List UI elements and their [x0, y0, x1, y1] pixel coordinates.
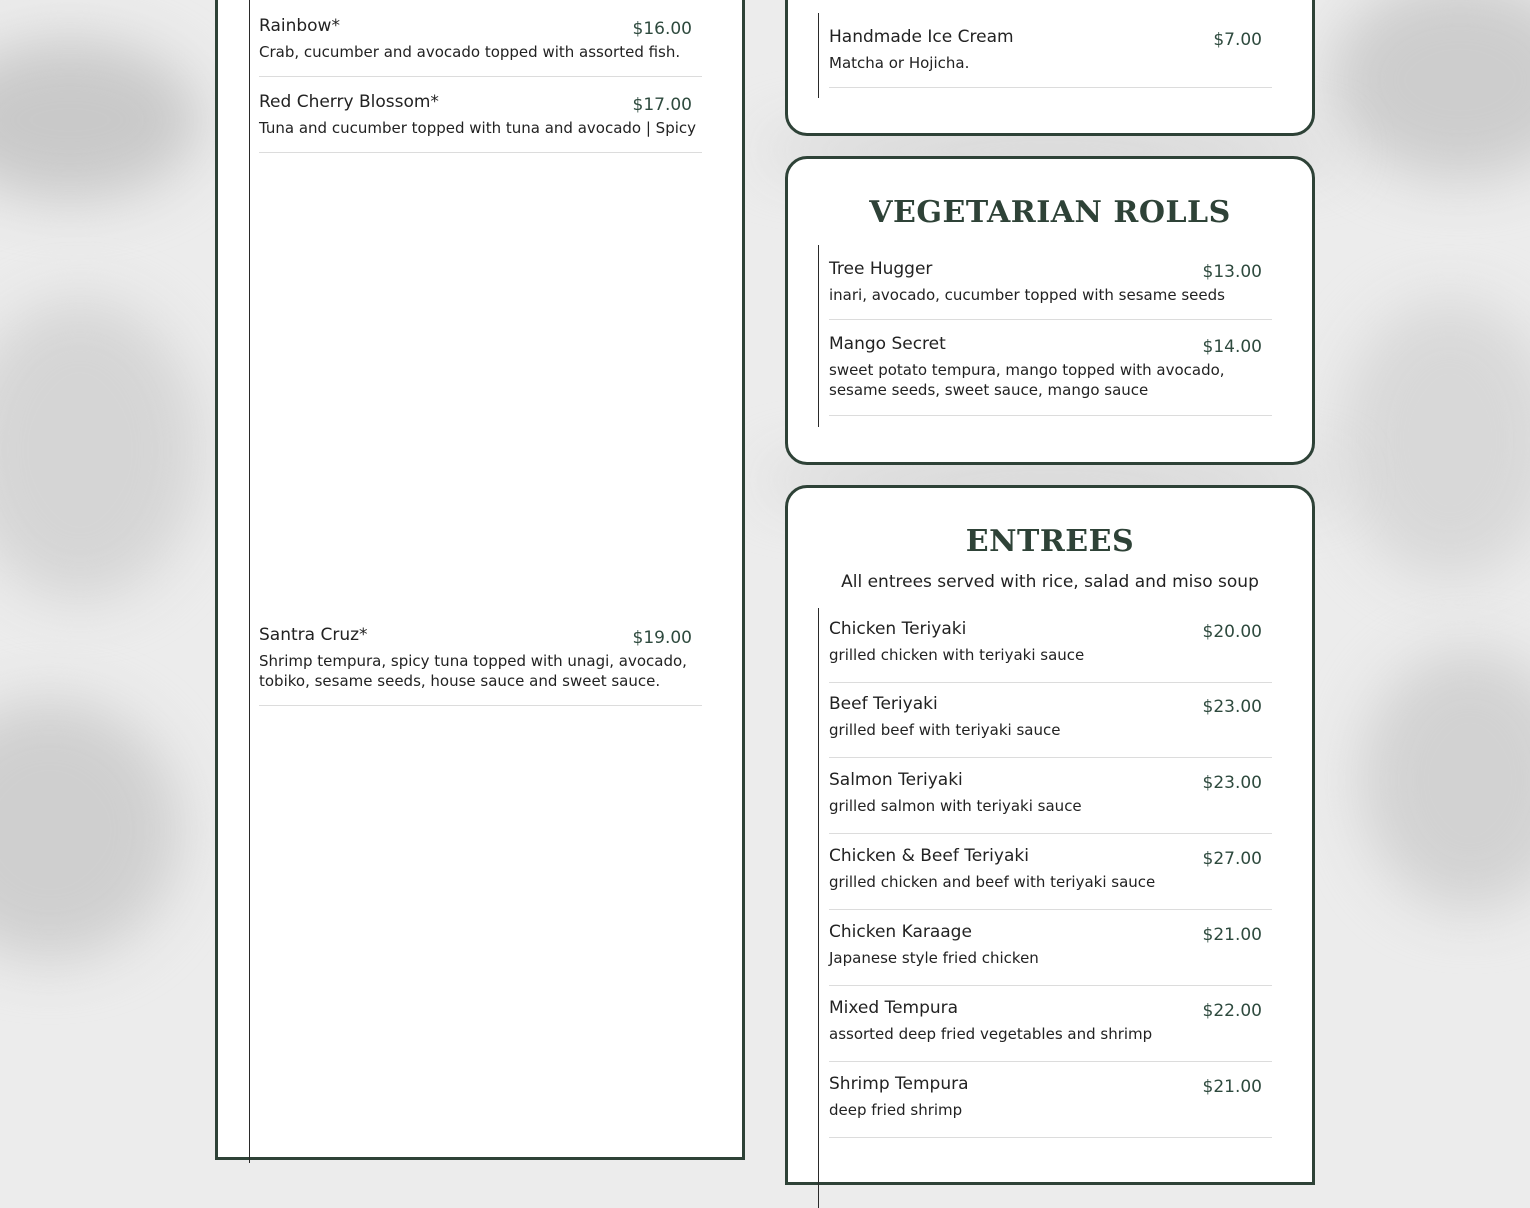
- item-separator: [829, 1061, 1272, 1062]
- item-name: Beef Teriyaki: [829, 694, 938, 714]
- menu-card-entrees: [785, 485, 1315, 1185]
- item-description: inari, avocado, cucumber topped with sesame seeds: [829, 286, 1225, 304]
- item-separator: [829, 415, 1272, 416]
- item-price: $17.00: [632, 95, 692, 115]
- item-price: $7.00: [1213, 30, 1262, 50]
- item-name: Red Cherry Blossom*: [259, 92, 439, 112]
- divider-line: [818, 245, 819, 427]
- item-description: Tuna and cucumber topped with tuna and avocado | Spicy: [259, 119, 697, 137]
- item-separator: [829, 682, 1272, 683]
- item-separator: [829, 833, 1272, 834]
- item-description: Crab, cucumber and avocado topped with assorted fish.: [259, 43, 681, 61]
- divider-line: [818, 608, 819, 1208]
- item-name: Mango Secret: [829, 334, 946, 354]
- item-price: $23.00: [1202, 773, 1262, 793]
- item-price: $21.00: [1202, 925, 1262, 945]
- item-name: Chicken Karaage: [829, 922, 972, 942]
- item-price: $21.00: [1202, 1077, 1262, 1097]
- item-separator: [829, 1137, 1272, 1138]
- item-name: Handmade Ice Cream: [829, 27, 1014, 47]
- item-description: grilled chicken with teriyaki sauce: [829, 646, 1085, 664]
- item-separator: [259, 705, 702, 706]
- menu-card-dessert: [785, 0, 1315, 136]
- divider-line: [249, 0, 250, 1163]
- item-separator: [829, 757, 1272, 758]
- item-price: $27.00: [1202, 849, 1262, 869]
- item-price: $23.00: [1202, 697, 1262, 717]
- item-name: Salmon Teriyaki: [829, 770, 963, 790]
- item-separator: [829, 87, 1272, 88]
- item-separator: [259, 152, 702, 153]
- menu-card-rolls: [215, 0, 745, 1160]
- item-description: grilled salmon with teriyaki sauce: [829, 797, 1082, 815]
- item-description: sesame seeds, sweet sauce, mango sauce: [829, 381, 1149, 399]
- item-separator: [259, 76, 702, 77]
- item-separator: [829, 909, 1272, 910]
- item-description: deep fried shrimp: [829, 1101, 963, 1119]
- item-price: $13.00: [1202, 262, 1262, 282]
- item-description: sweet potato tempura, mango topped with avocado,: [829, 361, 1225, 379]
- menu-card-vegetarian: [785, 156, 1315, 465]
- item-description: assorted deep fried vegetables and shrimp: [829, 1025, 1153, 1043]
- item-price: $14.00: [1202, 337, 1262, 357]
- item-separator: [829, 319, 1272, 320]
- item-price: $19.00: [632, 628, 692, 648]
- item-description: grilled chicken and beef with teriyaki sauce: [829, 873, 1156, 891]
- item-description: Shrimp tempura, spicy tuna topped with unagi, avocado,: [259, 652, 687, 670]
- item-name: Tree Hugger: [829, 259, 933, 279]
- item-description: Matcha or Hojicha.: [829, 54, 970, 72]
- item-description: Japanese style fried chicken: [829, 949, 1039, 967]
- item-name: Shrimp Tempura: [829, 1074, 969, 1094]
- item-price: $16.00: [632, 19, 692, 39]
- item-description: tobiko, sesame seeds, house sauce and sweet sauce.: [259, 672, 661, 690]
- item-name: Rainbow*: [259, 16, 340, 36]
- section-title-vegetarian: VEGETARIAN ROLLS: [869, 195, 1231, 230]
- section-subtitle-entrees: All entrees served with rice, salad and miso soup: [841, 572, 1259, 592]
- divider-line: [818, 13, 819, 98]
- item-price: $20.00: [1202, 622, 1262, 642]
- item-separator: [829, 985, 1272, 986]
- item-name: Mixed Tempura: [829, 998, 959, 1018]
- item-name: Chicken & Beef Teriyaki: [829, 846, 1029, 866]
- item-description: grilled beef with teriyaki sauce: [829, 721, 1061, 739]
- item-name: Chicken Teriyaki: [829, 619, 967, 639]
- item-name: Santra Cruz*: [259, 625, 368, 645]
- section-title-entrees: ENTREES: [965, 524, 1135, 559]
- item-price: $22.00: [1202, 1001, 1262, 1021]
